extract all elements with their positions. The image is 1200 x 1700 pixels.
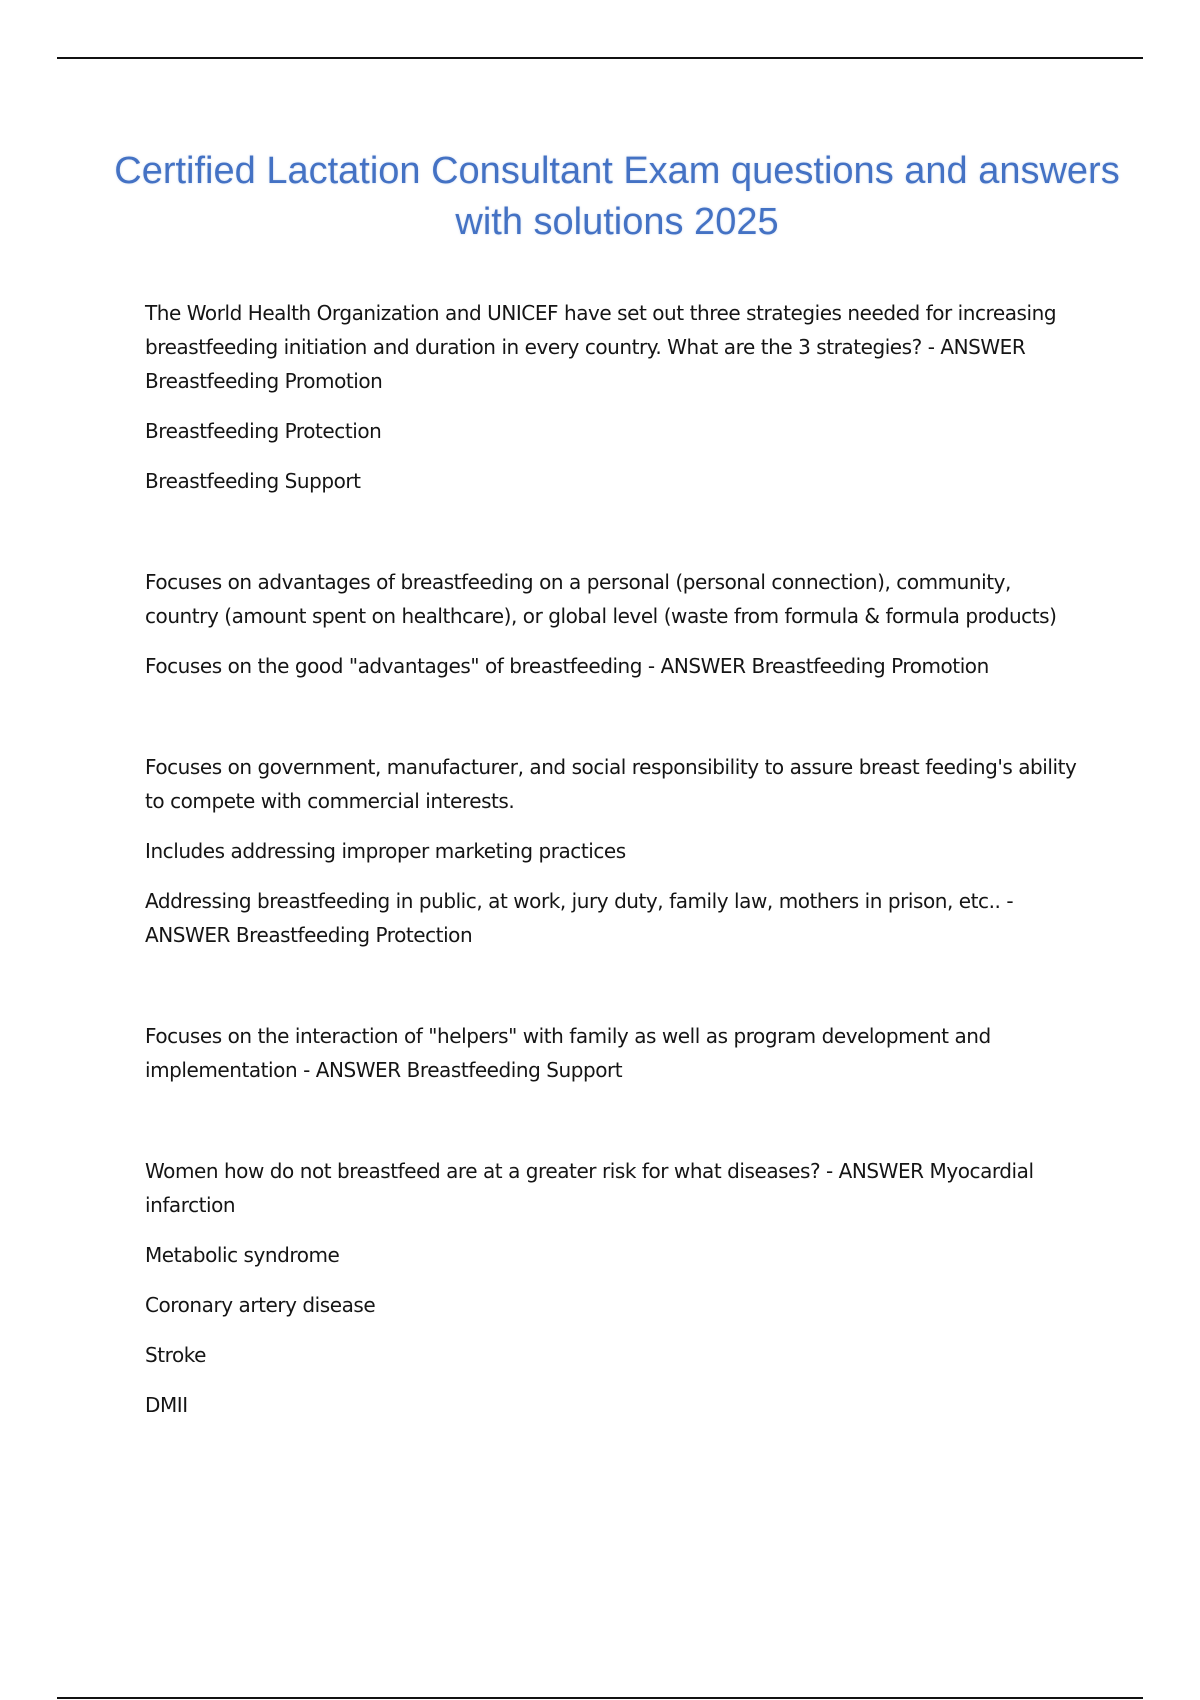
document-title: Certified Lactation Consultant Exam questions and answers with solutions 2025	[114, 150, 1120, 243]
qa-block-2	[145, 565, 1085, 683]
answer-line: DMII	[145, 1393, 188, 1417]
question-text: Women how do not breastfeed are at a greater risk for what diseases? - ANSWER Myocardial infarction	[145, 1159, 1034, 1217]
answer-line: Addressing breastfeeding in public, at work, jury duty, family law, mothers in prison, etc.. - ANSWER Breastfeeding Protection	[145, 889, 1014, 947]
answer-line: Metabolic syndrome	[145, 1243, 340, 1267]
qa-block-5	[145, 1154, 1085, 1422]
bottom-divider	[57, 1697, 1143, 1699]
answer-line: Coronary artery disease	[145, 1293, 376, 1317]
qa-block-3	[145, 750, 1085, 952]
answer-line: Stroke	[145, 1343, 207, 1367]
question-text: The World Health Organization and UNICEF have set out three strategies needed for increasing breastfeeding initiation and duration in every country. What are the 3 strategies? - ANSWER Breastfeeding Promotion	[145, 301, 1057, 393]
question-text: Focuses on the interaction of "helpers" with family as well as program development and implementation - ANSWER Breastfeeding Support	[145, 1024, 991, 1082]
answer-line: Breastfeeding Protection	[145, 419, 382, 443]
question-text: Focuses on advantages of breastfeeding on a personal (personal connection), community, country (amount spent on healthcare), or global level (waste from formula & formula products)	[145, 570, 1057, 628]
qa-block-1	[145, 296, 1085, 498]
document-body	[145, 296, 1085, 1489]
answer-line: Breastfeeding Support	[145, 469, 361, 493]
answer-line: Focuses on the good "advantages" of breastfeeding - ANSWER Breastfeeding Promotion	[145, 654, 989, 678]
top-divider	[57, 57, 1143, 59]
question-text: Includes addressing improper marketing practices	[145, 839, 626, 863]
question-text: Focuses on government, manufacturer, and social responsibility to assure breast feeding's ability to compete with commercial interests.	[145, 755, 1077, 813]
qa-block-4	[145, 1019, 1085, 1087]
